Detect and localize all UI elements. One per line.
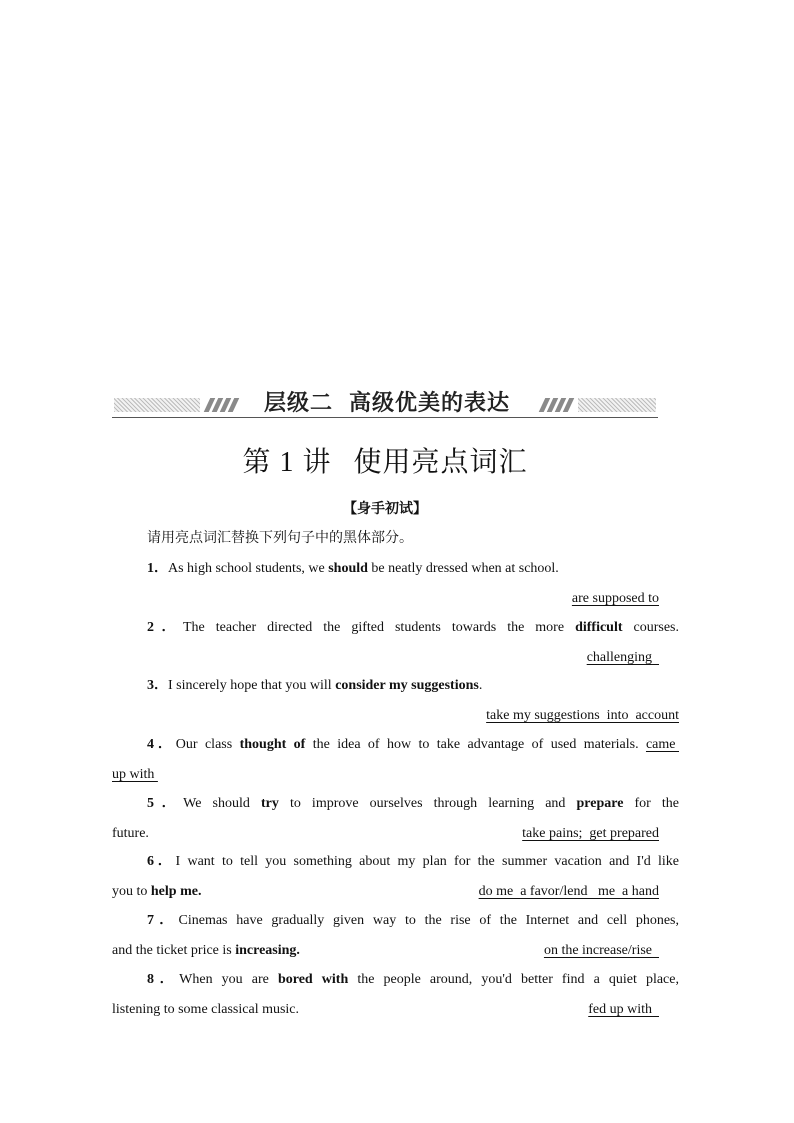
question-8-text: 8．When you are bored with the people around, you'd better find a quiet place, — [147, 972, 679, 987]
question-7: 7．Cinemas have gradually given way to the rise of the Internet and cell phones, and the ticket price is increasing. on the increase/rise — [112, 906, 679, 966]
question-1 — [112, 554, 679, 614]
question-4 — [112, 730, 679, 790]
section-title: 【身手初试】 — [343, 501, 427, 517]
question-7-answer: on the increase/rise — [543, 943, 659, 958]
question-1-text: 1．As high school students, we should be neatly dressed when at school. — [147, 561, 559, 576]
question-2-answer: challenging — [586, 650, 659, 665]
question-2 — [112, 613, 679, 673]
question-3-answer: take my suggestions into account — [486, 708, 679, 723]
banner-title — [247, 386, 527, 417]
banner-level: 层级二 — [263, 391, 333, 416]
banner-subtitle: 高级优美的表达 — [349, 391, 511, 416]
instruction-text: 请用亮点词汇替换下列句子中的黑体部分。 — [147, 530, 413, 546]
section-banner — [112, 384, 658, 422]
question-3 — [112, 671, 679, 731]
banner-hatch-left — [114, 398, 200, 412]
lecture-title — [112, 440, 658, 480]
question-5-answer: take pains; get prepared — [522, 826, 659, 841]
question-1-answer: are supposed to — [571, 591, 659, 606]
question-7-text: 7．Cinemas have gradually given way to the rise of the Internet and cell phones, — [147, 913, 680, 928]
question-4-answer-part2: up with — [112, 767, 158, 782]
question-8-answer: fed up with — [588, 1002, 659, 1017]
question-8: 8．When you are bored with the people around, you'd better find a quiet place, listening to some classical music. fed up with — [112, 965, 679, 1025]
question-5-text: 5．We should try to improve ourselves through learning and prepare for the — [147, 796, 680, 811]
banner-rule — [112, 417, 658, 418]
question-6: 6．I want to tell you something about my plan for the summer vacation and I'd like you to help me. do me a favor/lend me a hand — [112, 847, 679, 907]
question-4-answer-part1: came — [645, 737, 679, 752]
question-6-answer: do me a favor/lend me a hand — [478, 884, 659, 899]
lecture-number: 第 1 讲 — [242, 447, 332, 478]
question-4-text: 4．Our class thought of the idea of how to take advantage of used materials. came — [147, 737, 679, 752]
question-2-text: 2．The teacher directed the gifted students towards the more difficult courses. — [147, 620, 679, 635]
question-3-text: 3．I sincerely hope that you will consider my suggestions. — [147, 678, 483, 693]
banner-hatch-right — [578, 398, 656, 412]
question-6-text: 6．I want to tell you something about my plan for the summer vacation and I'd like — [147, 854, 680, 869]
banner-slashes-left — [207, 398, 236, 412]
question-5: 5．We should try to improve ourselves through learning and prepare for the future. take pains; get prepared — [112, 789, 679, 849]
banner-slashes-right — [542, 398, 571, 412]
lecture-topic: 使用亮点词汇 — [353, 447, 528, 478]
